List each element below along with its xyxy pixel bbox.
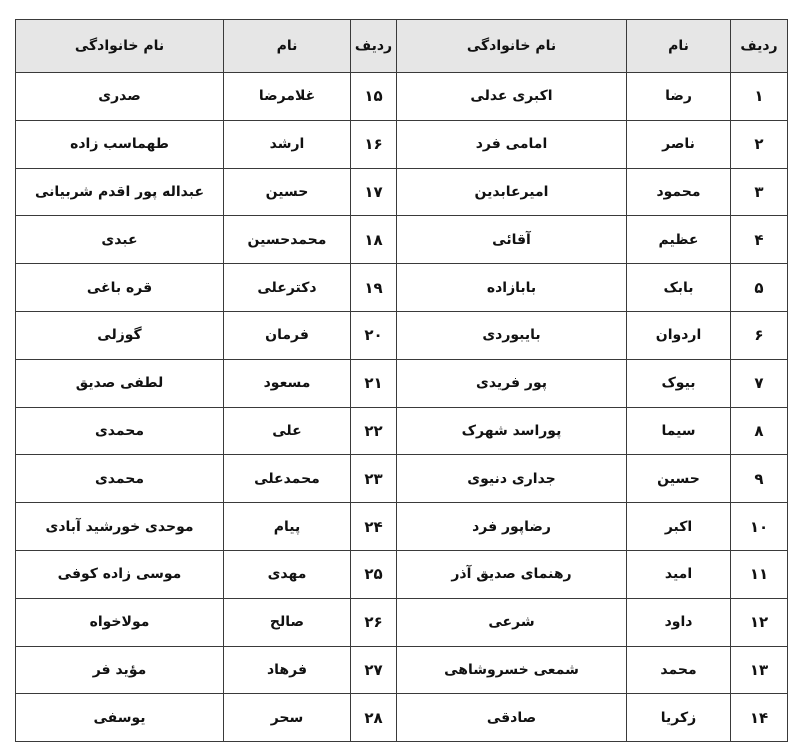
family-name-cell: رهنمای صدیق آذر (397, 550, 627, 598)
table-header-row (16, 20, 788, 73)
row-number-cell: ۲۴ (351, 503, 397, 551)
header-radif: ردیف (731, 20, 788, 73)
family-name-cell: موحدی خورشید آبادی (16, 503, 224, 551)
header-radif: ردیف (351, 20, 397, 73)
family-name-cell: بابازاده (397, 264, 627, 312)
row-number-cell: ۲۳ (351, 455, 397, 503)
row-number-cell: ۲۱ (351, 359, 397, 407)
row-number-cell: ۱۰ (731, 503, 788, 551)
first-name-cell: صالح (224, 598, 351, 646)
table-row (16, 455, 788, 503)
first-name-cell: بابک (627, 264, 731, 312)
row-number-cell: ۲۵ (351, 550, 397, 598)
first-name-cell: غلامرضا (224, 73, 351, 121)
header-name: نام (627, 20, 731, 73)
family-name-cell: محمدی (16, 455, 224, 503)
first-name-cell: حسین (224, 168, 351, 216)
row-number-cell: ۲۰ (351, 311, 397, 359)
row-number-cell: ۱۲ (731, 598, 788, 646)
family-name-cell: اکبری عدلی (397, 73, 627, 121)
family-name-cell: یوسفی (16, 694, 224, 742)
family-name-cell: پوراسد شهرک (397, 407, 627, 455)
row-number-cell: ۲۸ (351, 694, 397, 742)
first-name-cell: حسین (627, 455, 731, 503)
table-row (16, 646, 788, 694)
first-name-cell: ارشد (224, 120, 351, 168)
first-name-cell: زکریا (627, 694, 731, 742)
family-name-cell: مولاخواه (16, 598, 224, 646)
family-name-cell: صادقی (397, 694, 627, 742)
family-name-cell: محمدی (16, 407, 224, 455)
row-number-cell: ۶ (731, 311, 788, 359)
table-row (16, 311, 788, 359)
first-name-cell: مهدی (224, 550, 351, 598)
table-row (16, 694, 788, 742)
family-name-cell: جداری دنیوی (397, 455, 627, 503)
row-number-cell: ۱۸ (351, 216, 397, 264)
first-name-cell: مسعود (224, 359, 351, 407)
header-family: نام خانوادگی (16, 20, 224, 73)
family-name-cell: بایبوردی (397, 311, 627, 359)
family-name-cell: گوزلی (16, 311, 224, 359)
table-row (16, 216, 788, 264)
first-name-cell: محمدعلی (224, 455, 351, 503)
table-row (16, 503, 788, 551)
row-number-cell: ۱۷ (351, 168, 397, 216)
table-row (16, 598, 788, 646)
table-body (16, 73, 788, 742)
table-row (16, 168, 788, 216)
row-number-cell: ۱۹ (351, 264, 397, 312)
row-number-cell: ۸ (731, 407, 788, 455)
row-number-cell: ۲ (731, 120, 788, 168)
row-number-cell: ۱۶ (351, 120, 397, 168)
family-name-cell: رضاپور فرد (397, 503, 627, 551)
table-row (16, 73, 788, 121)
first-name-cell: علی (224, 407, 351, 455)
first-name-cell: فرمان (224, 311, 351, 359)
family-name-cell: صدری (16, 73, 224, 121)
family-name-cell: پور فریدی (397, 359, 627, 407)
row-number-cell: ۷ (731, 359, 788, 407)
names-table (15, 19, 788, 742)
header-family: نام خانوادگی (397, 20, 627, 73)
first-name-cell: سیما (627, 407, 731, 455)
family-name-cell: لطفی صدیق (16, 359, 224, 407)
first-name-cell: محمد (627, 646, 731, 694)
family-name-cell: قره باغی (16, 264, 224, 312)
family-name-cell: موسی زاده کوفی (16, 550, 224, 598)
table-row (16, 407, 788, 455)
family-name-cell: آقائی (397, 216, 627, 264)
family-name-cell: شمعی خسروشاهی (397, 646, 627, 694)
first-name-cell: عظیم (627, 216, 731, 264)
first-name-cell: اردوان (627, 311, 731, 359)
row-number-cell: ۱۵ (351, 73, 397, 121)
first-name-cell: داود (627, 598, 731, 646)
row-number-cell: ۲۲ (351, 407, 397, 455)
row-number-cell: ۱ (731, 73, 788, 121)
row-number-cell: ۲۶ (351, 598, 397, 646)
row-number-cell: ۱۴ (731, 694, 788, 742)
row-number-cell: ۴ (731, 216, 788, 264)
family-name-cell: شرعی (397, 598, 627, 646)
table-row (16, 120, 788, 168)
row-number-cell: ۹ (731, 455, 788, 503)
first-name-cell: محمدحسین (224, 216, 351, 264)
row-number-cell: ۱۱ (731, 550, 788, 598)
row-number-cell: ۱۳ (731, 646, 788, 694)
table-row (16, 550, 788, 598)
row-number-cell: ۵ (731, 264, 788, 312)
family-name-cell: امیرعابدین (397, 168, 627, 216)
first-name-cell: دکترعلی (224, 264, 351, 312)
first-name-cell: بیوک (627, 359, 731, 407)
first-name-cell: امید (627, 550, 731, 598)
first-name-cell: محمود (627, 168, 731, 216)
row-number-cell: ۲۷ (351, 646, 397, 694)
names-table-container (15, 19, 787, 742)
header-name: نام (224, 20, 351, 73)
first-name-cell: پیام (224, 503, 351, 551)
first-name-cell: رضا (627, 73, 731, 121)
family-name-cell: طهماسب زاده (16, 120, 224, 168)
family-name-cell: عبدی (16, 216, 224, 264)
first-name-cell: سحر (224, 694, 351, 742)
table-row (16, 359, 788, 407)
row-number-cell: ۳ (731, 168, 788, 216)
first-name-cell: فرهاد (224, 646, 351, 694)
first-name-cell: اکبر (627, 503, 731, 551)
first-name-cell: ناصر (627, 120, 731, 168)
table-row (16, 264, 788, 312)
family-name-cell: مؤید فر (16, 646, 224, 694)
family-name-cell: عبداله پور اقدم شربیانی (16, 168, 224, 216)
family-name-cell: امامی فرد (397, 120, 627, 168)
